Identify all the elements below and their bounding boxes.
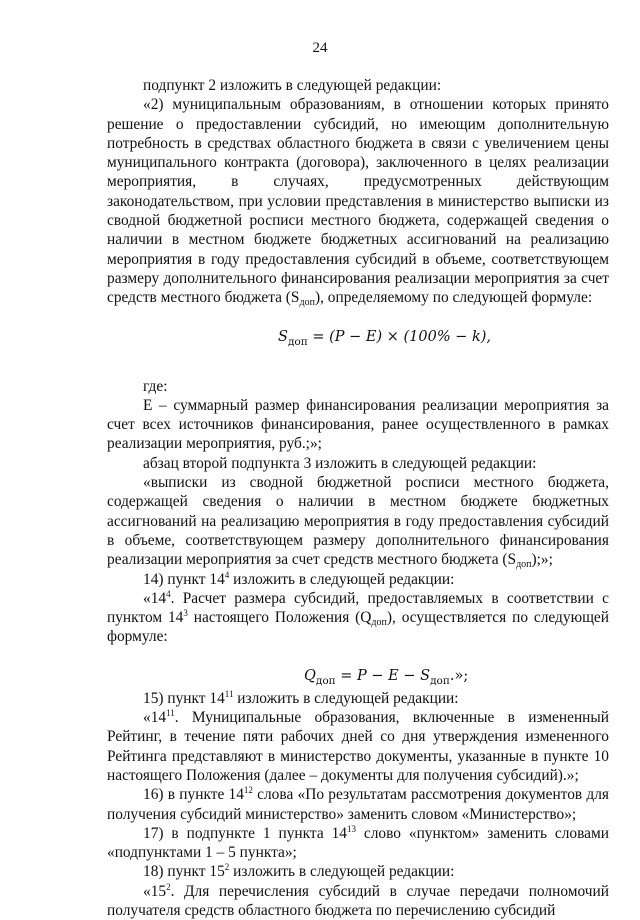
paragraph-subpoint-2-text: «2) муниципальным образованиям, в отношении которых принято решение о предоставлении субсидий, но имеющим дополнительную потребность в средствах областного бюджета в связи с увеличением цены муниципального контракта (договора), заключенного в целях реализации мероприятия, в случаях, предусмотренных действующим законодательством, при условии представления в министерство выписки из сводной бюджетной росписи местного бюджета, содержащей сведения о наличии в местном бюджете бюджетных ассигнований на реализацию мероприятия в году предоставления субсидий в объеме, соответствующем размеру дополнительного финансирования реализации мероприятия за счет средств местного бюджета $(S_{доп})$, определяемому по следующей формуле: <box>107 96 609 309</box>
paragraph-intro-subpoint-3: абзац второй подпункта 3 изложить в следующей редакции: <box>143 454 537 472</box>
paragraph-intro-subpoint-2: подпункт 2 изложить в следующей редакции: <box>143 77 442 94</box>
paragraph-item-14: 14) пункт $14^4$ изложить в следующей редакции: <box>143 569 455 588</box>
paragraph-point-14-4-text: «$14^4$. Расчет размера субсидий, предоставляемых в соответствии с пунктом $14^3$ настоящего Положения $(Q_{доп})$, осуществляется по следующей формуле: <box>107 588 609 646</box>
paragraph-e-definition: Е – суммарный размер финансирования реализации мероприятия за счет всех источников финансирования, ранее осуществленного в рамках реализации мероприятия, руб.;»; <box>107 396 609 453</box>
paragraph-item-18: 18) пункт $15^2$ изложить в следующей редакции: <box>143 862 455 881</box>
page-number: 24 <box>312 40 328 56</box>
paragraph-item-15: 15) пункт $14^{11}$ изложить в следующей редакции: <box>143 688 459 707</box>
paragraph-item-17: 17) в подпункте 1 пункта $14^{13}$ слово «пунктом» заменить словами «подпунктами 1 – 5 пункта»; <box>107 823 609 862</box>
paragraph-point-14-11-text: «$14^{11}$. Муниципальные образования, включенные в измененный Рейтинг, в течение пяти рабочих дней со дня утверждения измененного Рейтинга представляют в министерство документы, указанные в пункте 10 настоящего Положения (далее – документы для получения субсидий).»; <box>107 708 609 784</box>
paragraph-where: где: <box>143 377 168 395</box>
paragraph-point-15-2-text: «$15^2$. Для перечисления субсидий в случае передачи полномочий получателя средств областного бюджета по перечислению субсидий <box>107 881 609 919</box>
paragraph-item-16: 16) в пункте $14^{12}$ слова «По результатам рассмотрения документов для получения субсидий министерство» заменить словом «Министерство»; <box>107 785 610 823</box>
paragraph-subpoint-3-text: «выписки из сводной бюджетной росписи местного бюджета, содержащей сведения о наличии в местном бюджете бюджетных ассигнований на реализацию мероприятия в году предоставления субсидий в объеме, соответствующем размеру дополнительного финансирования реализации мероприятия за счет средств местного бюджета $(S_{доп})$;»; <box>107 474 609 571</box>
document-body <box>107 76 609 920</box>
formula-s-dop: $S_{доп} = (P - E) \times (100\% - k)$, <box>278 328 492 348</box>
formula-q-dop: $Q_{доп} = P - E - S_{доп}$.»; <box>304 667 469 687</box>
